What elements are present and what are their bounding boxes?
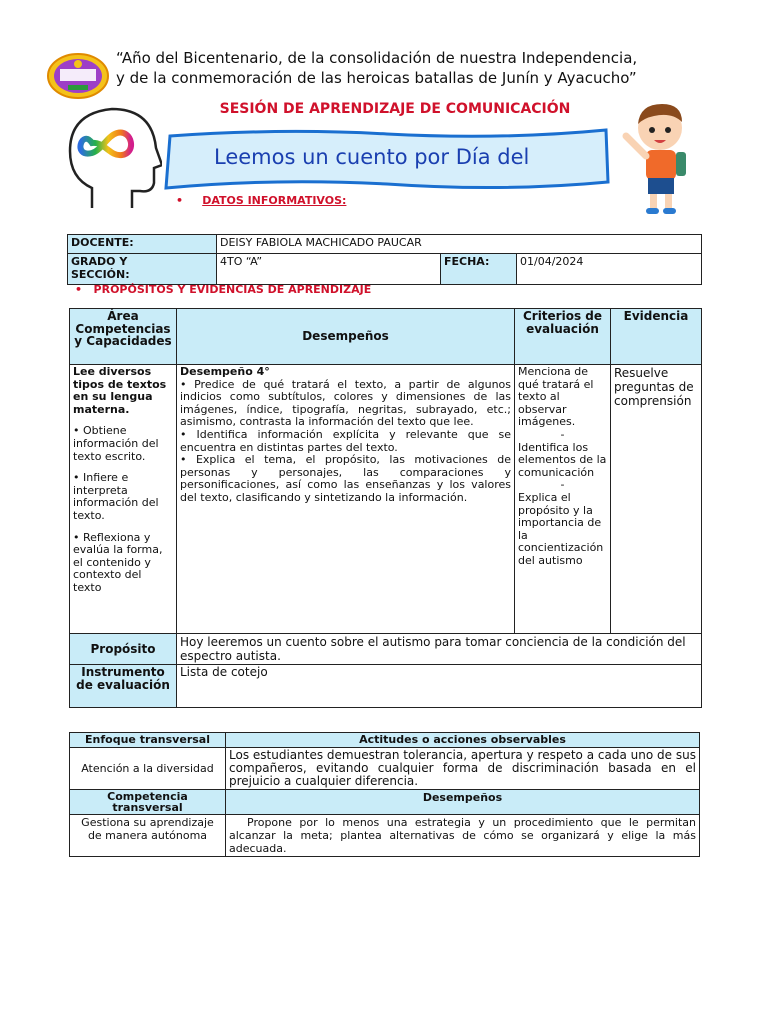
enfoque-header: Enfoque transversal bbox=[70, 733, 226, 748]
bullet-icon: • bbox=[75, 283, 83, 296]
criterio-separator-1: - bbox=[560, 427, 565, 441]
grado-label-line-1: GRADO Y bbox=[71, 255, 128, 268]
section-datos-informativos bbox=[176, 194, 346, 207]
section-propositos-label: PROPÓSITOS Y EVIDENCIAS DE APRENDIZAJE bbox=[93, 283, 372, 296]
proposito-value: Hoy leeremos un cuento sobre el autismo para tomar conciencia de la condición del espectro autista. bbox=[177, 634, 702, 665]
docente-value: DEISY FABIOLA MACHICADO PAUCAR bbox=[217, 235, 702, 254]
competencia-text: Lee diversos tipos de textos en su lengua materna. bbox=[73, 365, 167, 416]
competencia-transversal-header: Competencia transversal bbox=[70, 790, 226, 815]
desempeno-item-3: • Explica el tema, el propósito, las motivaciones de personas y personajes, las comparaciones y personificaciones, así como las enseñanzas y los valores del texto, clasificando y sintetizando la información. bbox=[180, 453, 511, 504]
section-datos-label: DATOS INFORMATIVOS: bbox=[202, 194, 347, 207]
criterio-3: Explica el propósito y la importancia de la concientización del autismo bbox=[518, 490, 604, 567]
grado-label-line-2: SECCIÓN: bbox=[71, 268, 130, 281]
grado-label bbox=[68, 254, 217, 285]
head-infinity-icon bbox=[62, 103, 162, 213]
motto-line-2: y de la conmemoración de las heroicas batallas de Junín y Ayacucho” bbox=[116, 69, 637, 87]
banner-title: Leemos un cuento por Día del bbox=[214, 145, 530, 169]
proposito-label: Propósito bbox=[70, 634, 177, 665]
instrumento-value: Lista de cotejo bbox=[177, 665, 702, 708]
enfoque-value: Atención a la diversidad bbox=[70, 748, 226, 790]
desempeno-title: Desempeño 4° bbox=[180, 365, 270, 378]
docente-label: DOCENTE: bbox=[68, 235, 217, 254]
competencia-transversal-value: Gestiona su aprendizaje de manera autónoma bbox=[70, 815, 226, 857]
desempenos-transversal-value: Propone por lo menos una estrategia y un procedimiento que le permitan alcanzar la meta; plantea alternativas de cómo se organizará y elige la más adecuada. bbox=[226, 815, 700, 857]
desempenos-transversal-header: Desempeños bbox=[226, 790, 700, 815]
actitudes-header: Actitudes o acciones observables bbox=[226, 733, 700, 748]
instrumento-label: Instrumento de evaluación bbox=[70, 665, 177, 708]
criterio-2: Identifica los elementos de la comunicación bbox=[518, 440, 607, 479]
capacidad-1: • Obtiene información del texto escrito. bbox=[73, 424, 159, 463]
motto-line-1: “Año del Bicentenario, de la consolidación de nuestra Independencia, bbox=[116, 49, 638, 67]
actitudes-value: Los estudiantes demuestran tolerancia, apertura y respeto a cada uno de sus compañeros, evitando cualquier forma de discriminación basada en el prejuicio a cualquier diferencia. bbox=[226, 748, 700, 790]
school-crest-icon bbox=[46, 52, 110, 100]
fecha-label: FECHA: bbox=[441, 254, 517, 285]
bullet-icon: • bbox=[176, 194, 184, 207]
propositos-table bbox=[69, 308, 702, 708]
header-area: Área Competencias y Capacidades bbox=[70, 309, 177, 365]
session-title: SESIÓN DE APRENDIZAJE DE COMUNICACIÓN bbox=[219, 101, 571, 117]
motto bbox=[116, 48, 756, 88]
header-desempenos: Desempeños bbox=[177, 309, 515, 365]
desempeno-item-2: • Identifica información explícita y relevante que se encuentra en distintas partes del texto. bbox=[180, 427, 511, 454]
criterio-1: Menciona de qué tratará el texto al observar imágenes. bbox=[518, 365, 594, 429]
capacidad-2: • Infiere e interpreta información del texto. bbox=[73, 471, 159, 522]
criterios-cell bbox=[515, 365, 611, 634]
grado-value: 4TO “A” bbox=[217, 254, 441, 285]
evidencia-cell: Resuelve preguntas de comprensión bbox=[611, 365, 702, 634]
desempeno-item-1: • Predice de qué tratará el texto, a partir de algunos indicios como subtítulos, colores y dimensiones de las imágenes, índice, tipografía, negritas, subrayado, etc.; asimismo, contrasta la información del texto que lee. bbox=[180, 377, 511, 429]
header-criterios: Criterios de evaluación bbox=[515, 309, 611, 365]
capacidad-3: • Reflexiona y evalúa la forma, el contenido y contexto del texto bbox=[73, 530, 163, 594]
enfoque-table bbox=[69, 732, 700, 857]
kid-waving-icon bbox=[620, 100, 698, 218]
header-evidencia: Evidencia bbox=[611, 309, 702, 365]
area-cell bbox=[70, 365, 177, 634]
fecha-value: 01/04/2024 bbox=[517, 254, 702, 285]
criterio-separator-2: - bbox=[560, 478, 565, 492]
desempenos-cell bbox=[177, 365, 515, 634]
info-table bbox=[67, 234, 702, 285]
section-propositos bbox=[75, 283, 371, 296]
